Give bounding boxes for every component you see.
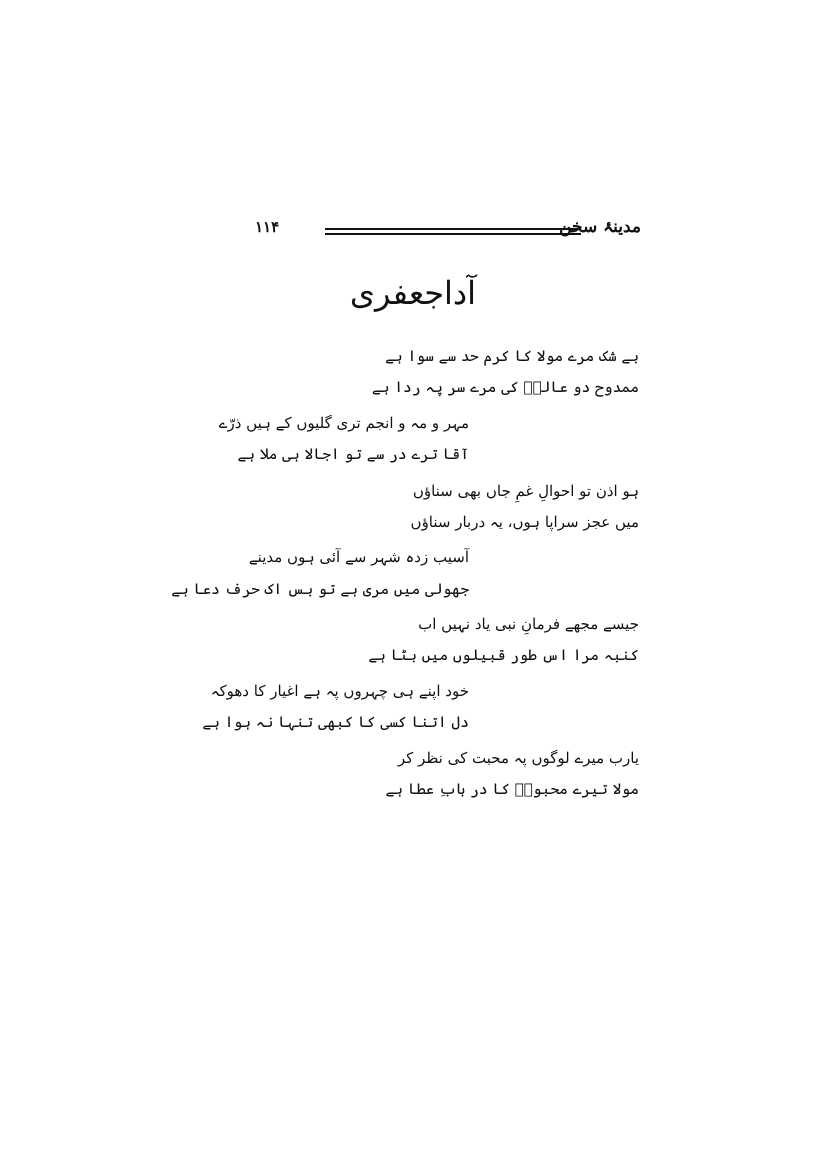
poet-name: آداجعفری — [349, 274, 477, 312]
poem-line: مولا تیرے محبوبؐ کا در بابِ عطا ہے — [385, 780, 639, 798]
poem-line: مہر و مہ و انجم تری گلیوں کے ہیں ذرّے — [218, 414, 469, 432]
poem-line: جھولی میں مری ہے تو بس اک حرف دعا ہے — [171, 580, 469, 598]
poem-line: جیسے مجھے فرمانِ نبی یاد نہیں اب — [418, 615, 639, 633]
poem-line: ممدوح دو عالمؐ کی مرے سر پہ ردا ہے — [371, 378, 639, 396]
book-title: مدینۂ سخن — [559, 217, 641, 237]
poem-line: کنبہ مرا اس طور قبیلوں میں بٹا ہے — [368, 646, 639, 664]
poem-line: میں عجز سراپا ہوں، یہ دربار سناؤں — [410, 513, 639, 531]
poem-line: دل اتنا کسی کا کبھی تنہا نہ ہوا ہے — [202, 713, 469, 731]
poem-line: بے شک مرے مولا کا کرم حد سے سوا ہے — [385, 347, 639, 365]
poem-line: خود اپنے ہی چہروں پہ ہے اغیار کا دھوکہ — [210, 682, 469, 700]
page-header — [255, 216, 641, 246]
page-number: ۱۱۴ — [255, 218, 280, 236]
poem-line: ہو اذن تو احوالِ غمِ جاں بھی سناؤں — [412, 482, 639, 500]
header-double-rule — [325, 228, 581, 235]
poem-line: آقا ترے در سے تو اجالا ہی ملا ہے — [237, 445, 469, 463]
poem-line: آسیب زدہ شہر سے آئی ہوں مدینے — [248, 548, 469, 566]
poem-line: یارب میرے لوگوں پہ محبت کی نظر کر — [397, 749, 639, 767]
